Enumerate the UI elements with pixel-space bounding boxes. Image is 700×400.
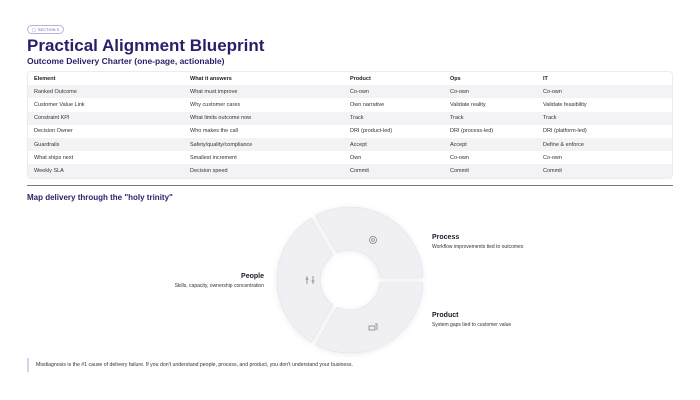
table-cell: Validate reality xyxy=(450,101,486,108)
table-cell: Decision speed xyxy=(190,167,228,174)
product-title: Product xyxy=(432,312,459,319)
column-header: What it answers xyxy=(190,75,232,82)
table-row xyxy=(28,125,672,138)
column-header: Element xyxy=(34,75,56,82)
table-cell: Safety/quality/compliance xyxy=(190,141,253,148)
table-cell: Customer Value Link xyxy=(34,101,85,108)
table-cell: Co-own xyxy=(350,88,369,95)
page-title: Practical Alignment Blueprint xyxy=(27,36,265,55)
table-cell: Guardrails xyxy=(34,141,60,148)
page-subtitle: Outcome Delivery Charter (one-page, actionable) xyxy=(27,56,225,66)
column-header: Product xyxy=(350,75,371,82)
table-row xyxy=(28,112,672,125)
table-cell: Define & enforce xyxy=(543,141,584,148)
table-cell: Who makes the call xyxy=(190,128,238,135)
trinity-donut xyxy=(265,195,435,365)
table-cell: Co-own xyxy=(543,154,562,161)
product-desc: System gaps tied to customer value xyxy=(432,322,512,328)
process-label xyxy=(432,234,523,250)
people-label xyxy=(175,273,264,289)
table-row xyxy=(28,138,672,151)
table-cell: Own narrative xyxy=(350,101,385,108)
table-row xyxy=(28,151,672,164)
table-cell: Decision Owner xyxy=(34,128,73,135)
table-cell: What ships next xyxy=(34,154,74,161)
table-cell: Accept xyxy=(350,141,367,148)
table-cell: Track xyxy=(350,115,364,122)
table-header xyxy=(28,72,672,85)
footer-callout: Misdiagnosis is the #1 cause of delivery failure. If you don't understand people, process, and product, you don't understand your business. xyxy=(27,358,353,372)
column-header: IT xyxy=(543,75,548,82)
table-cell: Track xyxy=(450,115,464,122)
table-cell: Co-own xyxy=(543,88,562,95)
section-icon: ▢ xyxy=(32,27,36,32)
people-segment xyxy=(277,218,333,342)
table-cell: Ranked Outcome xyxy=(34,88,77,95)
product-segment xyxy=(316,282,423,353)
process-desc: Workflow improvements tied to outcomes xyxy=(432,244,524,250)
table-cell: Co-own xyxy=(450,154,469,161)
table-cell: DRI (process-led) xyxy=(450,128,494,135)
people-title: People xyxy=(241,273,264,280)
table-cell: Accept xyxy=(450,141,467,148)
table-row xyxy=(28,85,672,98)
divider xyxy=(27,185,673,186)
table-cell: Smallest increment xyxy=(190,154,237,161)
table-cell: Track xyxy=(543,115,557,122)
column-header: Ops xyxy=(450,75,461,82)
table-cell: Commit xyxy=(450,167,469,174)
table-cell: Why customer cares xyxy=(190,101,241,108)
table-cell: Commit xyxy=(350,167,369,174)
charter-table xyxy=(27,71,673,179)
process-title: Process xyxy=(432,234,460,241)
table-cell: Commit xyxy=(543,167,562,174)
table-row xyxy=(28,164,672,177)
table-cell: What limits outcome now xyxy=(190,115,252,122)
table-cell: Validate feasibility xyxy=(543,101,587,108)
table-cell: Co-own xyxy=(450,88,469,95)
table-cell: What must improve xyxy=(190,88,238,95)
table-cell: Weekly SLA xyxy=(34,167,64,174)
product-label xyxy=(432,312,511,328)
people-desc: Skills, capacity, ownership concentration xyxy=(174,283,264,289)
section-badge: ▢ SECTION 3 xyxy=(27,25,64,34)
table-cell: DRI (platform-led) xyxy=(543,128,587,135)
process-segment xyxy=(316,207,423,278)
table-row xyxy=(28,98,672,111)
table-cell: DRI (product-led) xyxy=(350,128,393,135)
table-cell: Constraint KPI xyxy=(34,115,70,122)
section-title: Map delivery through the "holy trinity" xyxy=(27,193,173,202)
table-cell: Own xyxy=(350,154,362,161)
